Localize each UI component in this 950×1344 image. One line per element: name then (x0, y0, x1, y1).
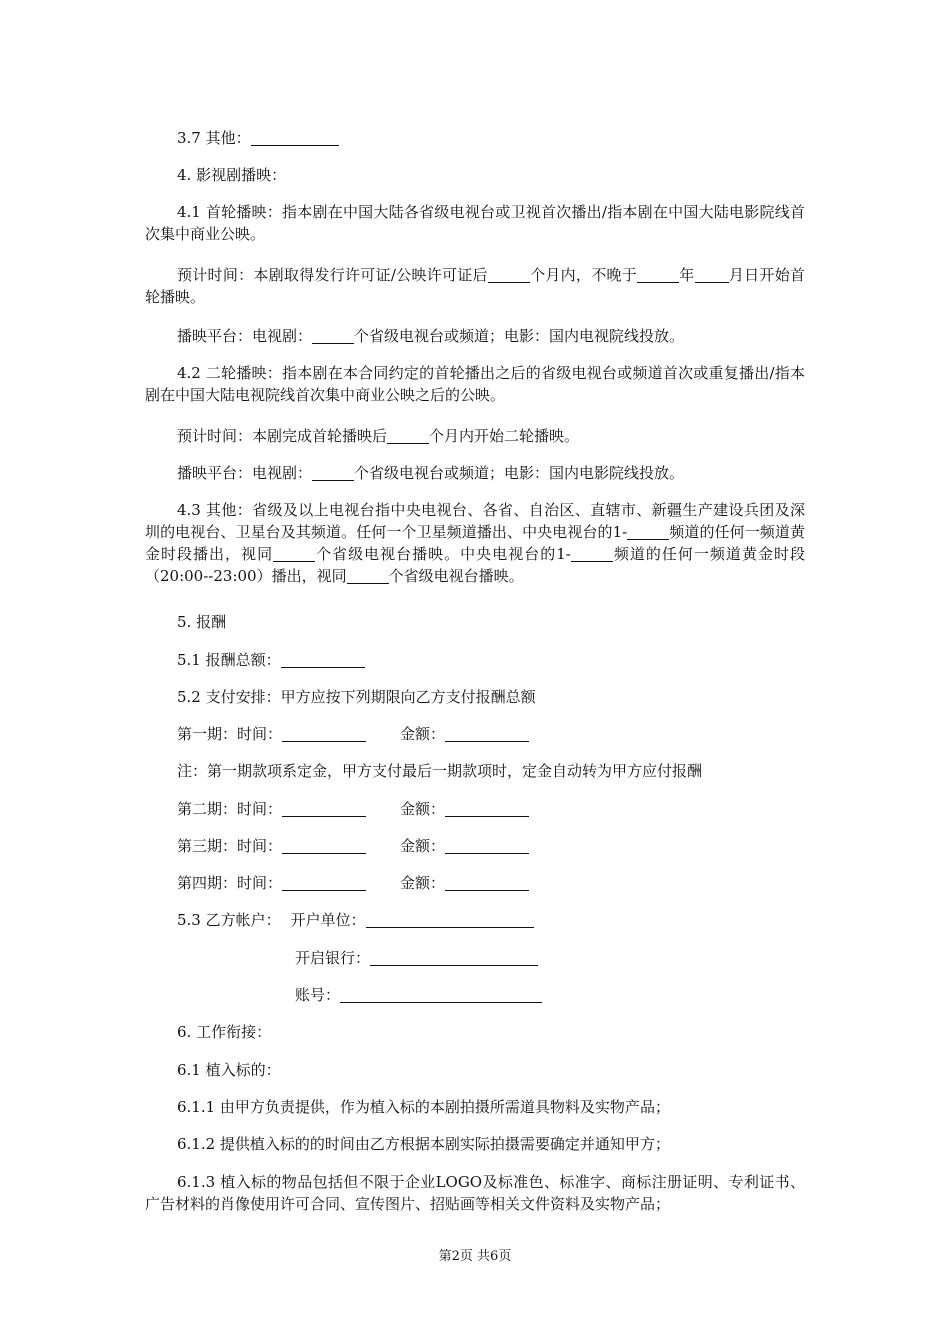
section-6-1-2: 6.1.2 提供植入标的的时间由乙方根据本剧实际拍摄需要确定并通知甲方； (177, 1135, 670, 1153)
section-4-1-time: 预计时间：本剧取得发行许可证/公映许可证后 个月内，不晚于 年 月日开始首轮播映。 (145, 266, 805, 306)
blank-field[interactable] (282, 875, 366, 891)
section-5-1: 5.1 报酬总额： (145, 651, 805, 669)
section-4-1-platform: 播映平台：电视剧： 个省级电视台或频道；电影：国内电视院线投放。 (177, 327, 685, 345)
blank-field[interactable] (637, 267, 679, 283)
blank-field[interactable] (370, 950, 538, 966)
section-4-1: 4.1 首轮播映：指本剧在中国大陆各省级电视台或卫视首次播出/指本剧在中国大陆电影院线首次集中商业公映。 (145, 203, 805, 243)
blank-field[interactable] (251, 130, 339, 146)
blank-field[interactable] (340, 987, 542, 1003)
blank-field[interactable] (281, 652, 365, 668)
blank-field[interactable] (571, 546, 613, 562)
account-number-line: 账号： (295, 986, 695, 1004)
blank-field[interactable] (273, 546, 315, 562)
payment-note: 注：第一期款项系定金，甲方支付最后一期款项时，定金自动转为甲方应付报酬 (177, 762, 703, 780)
payment-period-4: 第四期：时间： 金额： (145, 874, 805, 892)
bank-line: 开启银行： (295, 949, 695, 967)
blank-field[interactable] (282, 838, 366, 854)
blank-field[interactable] (387, 428, 429, 444)
blank-field[interactable] (282, 726, 366, 742)
blank-field[interactable] (445, 726, 529, 742)
blank-field[interactable] (312, 465, 354, 481)
blank-field[interactable] (488, 267, 530, 283)
section-5-2: 5.2 支付安排：甲方应按下列期限向乙方支付报酬总额 (177, 688, 536, 706)
section-5-3: 5.3 乙方帐户： 开户单位： (145, 911, 805, 929)
section-4-title: 4. 影视剧播映： (177, 166, 287, 184)
section-4-2: 4.2 二轮播映：指本剧在本合同约定的首轮播出之后的省级电视台或频道首次或重复播出/指本剧在中国大陆电视院线首次集中商业公映之后的公映。 (145, 364, 805, 404)
blank-field[interactable] (312, 328, 354, 344)
section-6-title: 6. 工作衔接： (177, 1023, 272, 1041)
blank-field[interactable] (695, 267, 729, 283)
section-4-2-platform: 播映平台：电视剧： 个省级电视台或频道；电影：国内电影院线投放。 (177, 464, 685, 482)
section-4-2-time: 预计时间：本剧完成首轮播映后 个月内开始二轮播映。 (177, 427, 580, 445)
section-4-3: 4.3 其他：省级及以上电视台指中央电视台、各省、自治区、直辖市、新疆生产建设兵团及深圳的电视台、卫星台及其频道。任何一个卫星频道播出、中央电视台的1- 频道的任何一频道黄金时段播出，视同 个省级电视台播映。中央电视台的1- 频道的任何一频道黄金时段（20:00--23:00）播出，视同 个省级电视台播映。 (145, 501, 805, 585)
blank-field[interactable] (445, 875, 529, 891)
payment-period-1: 第一期：时间： 金额： (145, 725, 805, 743)
section-6-1-3: 6.1.3 植入标的物品包括但不限于企业LOGO及标准色、标准字、商标注册证明、专利证书、广告材料的肖像使用许可合同、宣传图片、招贴画等相关文件资料及实物产品； (145, 1173, 805, 1213)
page-footer: 第2页 共6页 (438, 1249, 512, 1264)
blank-field[interactable] (627, 524, 669, 540)
blank-field[interactable] (445, 838, 529, 854)
blank-field[interactable] (347, 568, 389, 584)
section-6-1-1: 6.1.1 由甲方负责提供，作为植入标的本剧拍摄所需道具物料及实物产品； (177, 1098, 670, 1116)
blank-field[interactable] (282, 801, 366, 817)
payment-period-3: 第三期：时间： 金额： (145, 837, 805, 855)
blank-field[interactable] (366, 912, 534, 928)
payment-period-2: 第二期：时间： 金额： (145, 800, 805, 818)
section-5-title: 5. 报酬 (177, 613, 227, 631)
section-3-7: 3.7 其他： (145, 129, 805, 147)
blank-field[interactable] (445, 801, 529, 817)
section-6-1: 6.1 植入标的： (177, 1061, 281, 1079)
